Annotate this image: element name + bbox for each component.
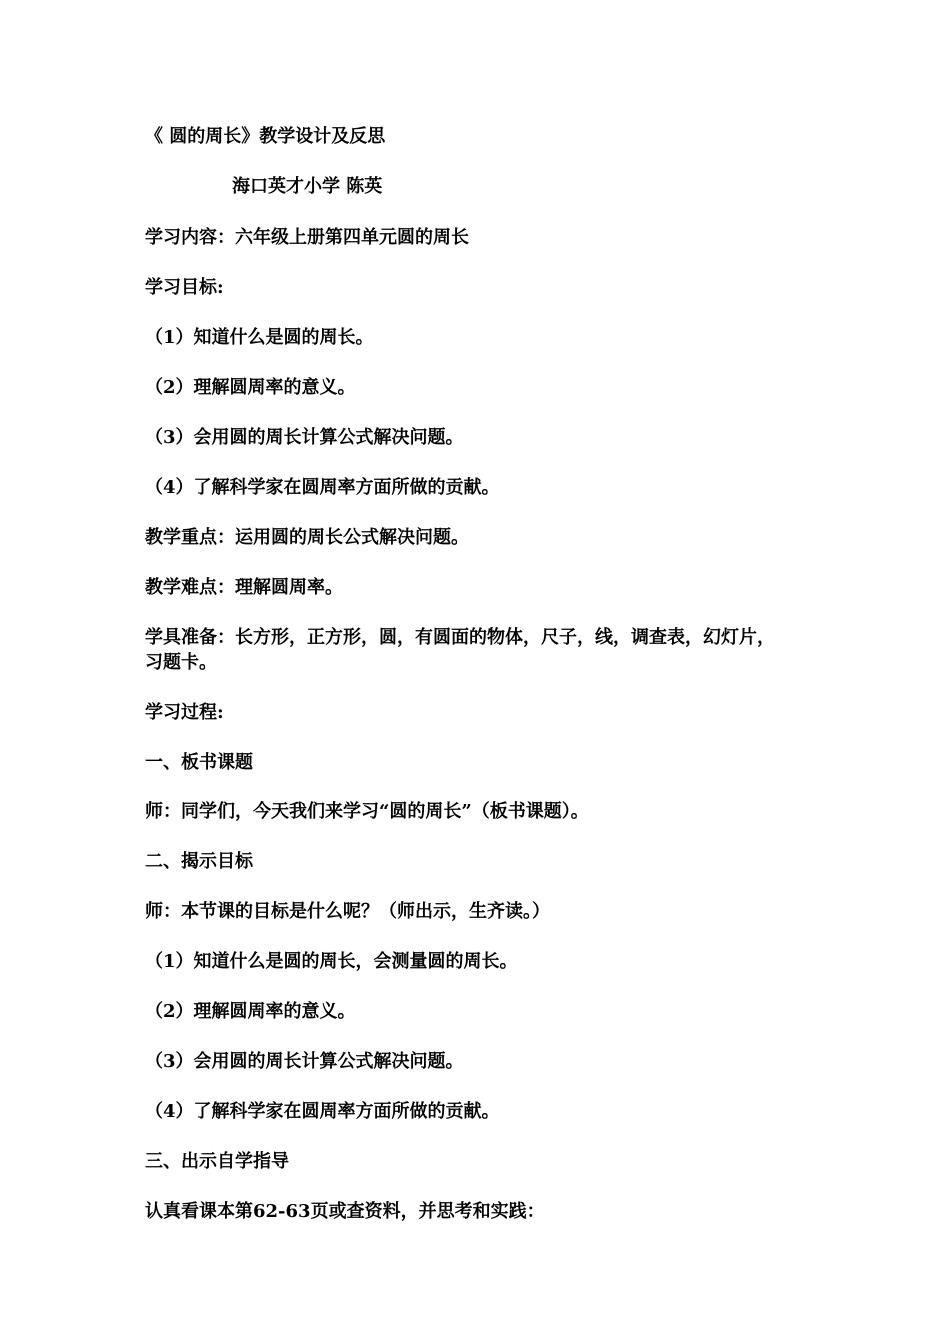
author-line: 海口英才小学 陈英 (232, 176, 383, 197)
content-line: 学习内容：六年级上册第四单元圆的周长 (145, 227, 469, 248)
goal-item-3: （3）会用圆的周长计算公式解决问题。 (145, 427, 464, 448)
section3-text: 认真看课本第62-63页或查资料，并思考和实践： (145, 1201, 545, 1222)
section2-text: 师：本节课的目标是什么呢？（师出示，生齐读。） (145, 901, 550, 922)
section1-heading: 一、板书课题 (145, 752, 253, 773)
section2-goal-3: （3）会用圆的周长计算公式解决问题。 (145, 1051, 464, 1072)
section1-text: 师：同学们，今天我们来学习“圆的周长”（板书课题）。 (145, 801, 589, 822)
section3-heading: 三、出示自学指导 (145, 1151, 289, 1172)
process-heading: 学习过程: (145, 702, 224, 723)
goal-item-4: （4）了解科学家在圆周率方面所做的贡献。 (145, 477, 500, 498)
section2-heading: 二、揭示目标 (145, 851, 253, 872)
materials-line-1: 学具准备：长方形，正方形，圆，有圆面的物体，尺子，线，调查表，幻灯片， (145, 627, 775, 648)
section2-goal-4: （4）了解科学家在圆周率方面所做的贡献。 (145, 1101, 500, 1122)
section2-goal-2: （2）理解圆周率的意义。 (145, 1001, 356, 1022)
goals-heading: 学习目标: (145, 277, 224, 298)
materials-line-2: 习题卡。 (145, 652, 217, 673)
key-point-line: 教学重点：运用圆的周长公式解决问题。 (145, 527, 469, 548)
goal-item-2: （2）理解圆周率的意义。 (145, 377, 356, 398)
document-title: 《 圆的周长》教学设计及反思 (145, 126, 386, 147)
section2-goal-1: （1）知道什么是圆的周长，会测量圆的周长。 (145, 951, 518, 972)
goal-item-1: （1）知道什么是圆的周长。 (145, 327, 374, 348)
difficulty-line: 教学难点：理解圆周率。 (145, 577, 343, 598)
